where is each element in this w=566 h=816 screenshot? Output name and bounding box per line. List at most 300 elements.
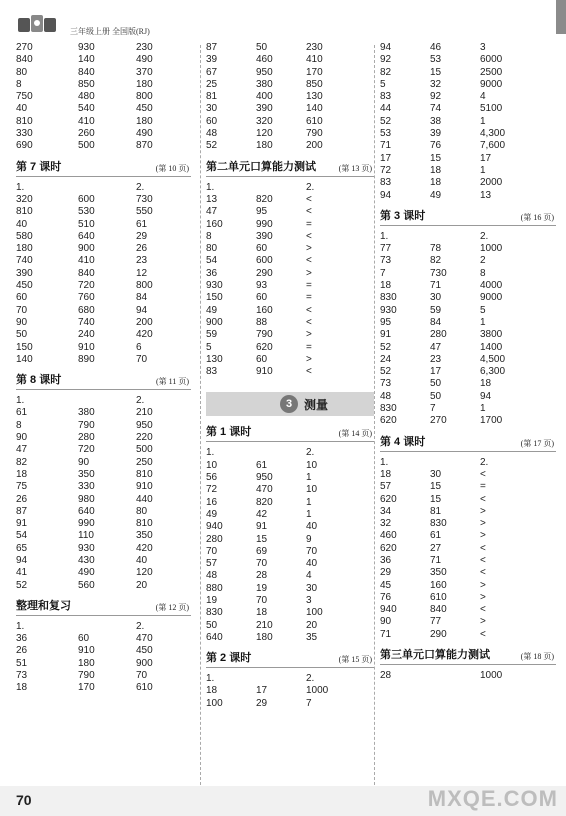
answer-value: 8 <box>16 419 22 431</box>
answer-value: 70 <box>136 670 148 682</box>
answer-value: 830 <box>206 607 223 619</box>
answer-value: 910 <box>136 481 153 493</box>
answer-row <box>16 140 191 152</box>
unit-title: 测量 <box>304 398 329 413</box>
answer-value: 70 <box>256 558 268 570</box>
section-page: (第 17 页) <box>520 438 554 448</box>
answer-row <box>380 67 556 79</box>
answer-value: 150 <box>206 292 223 304</box>
section-title: 第 8 课时 <box>16 374 62 387</box>
answer-row <box>380 305 556 317</box>
answer-value: 93 <box>256 280 268 292</box>
answer-value: 390 <box>256 103 273 115</box>
answer-value: 1 <box>306 508 312 520</box>
answer-value: 76 <box>380 591 392 603</box>
answer-value: 19 <box>206 594 218 606</box>
answer-value: 23 <box>430 353 442 365</box>
answer-value: < <box>480 554 486 566</box>
answer-row <box>16 231 191 243</box>
answer-value: 12 <box>136 267 148 279</box>
answer-value: 34 <box>380 505 392 517</box>
answer-value: 52 <box>380 341 392 353</box>
question-number-row <box>16 621 191 633</box>
answer-value: < <box>480 468 486 480</box>
answer-row <box>206 54 374 66</box>
answer-row <box>380 268 556 280</box>
answer-row <box>206 194 374 206</box>
answer-value: 90 <box>380 616 392 628</box>
answer-value: 330 <box>16 128 33 140</box>
answer-value: 53 <box>380 128 392 140</box>
answer-value: 230 <box>306 42 323 53</box>
answer-row <box>16 329 191 341</box>
answer-row <box>380 567 556 579</box>
answer-value: 75 <box>16 481 28 493</box>
answer-row <box>380 415 556 427</box>
answer-value: > <box>480 518 486 530</box>
answer-value: 350 <box>78 468 95 480</box>
answer-value: 87 <box>206 42 218 53</box>
answer-value: 90 <box>16 432 28 444</box>
answer-value: 840 <box>78 267 95 279</box>
answer-value: 140 <box>78 54 95 66</box>
answer-value: 60 <box>16 292 28 304</box>
page-header <box>0 0 566 40</box>
answer-row <box>206 42 374 54</box>
site-watermark: MXQE.COM <box>427 786 558 811</box>
question-number: 2. <box>136 620 145 632</box>
answer-value: 930 <box>206 280 223 292</box>
answer-value: 80 <box>136 505 148 517</box>
answer-row <box>206 570 374 582</box>
answer-value: 900 <box>78 243 95 255</box>
answer-row <box>380 629 556 641</box>
answer-value: 350 <box>430 567 447 579</box>
question-number-row <box>206 673 374 685</box>
answer-value: 73 <box>16 670 28 682</box>
section-header <box>380 208 556 226</box>
section-page: (第 11 页) <box>155 377 189 387</box>
answer-value: 1 <box>480 316 486 328</box>
answer-value: 65 <box>16 542 28 554</box>
answer-value: 94 <box>480 390 492 402</box>
answer-value: 30 <box>430 468 442 480</box>
answer-value: 620 <box>256 341 273 353</box>
answer-value: 38 <box>430 115 442 127</box>
answer-row <box>206 497 374 509</box>
answer-value: 36 <box>380 554 392 566</box>
answer-value: 53 <box>430 54 442 66</box>
section-header <box>16 372 191 390</box>
answer-value: 890 <box>78 353 95 365</box>
answer-value: 84 <box>430 316 442 328</box>
answer-value: 170 <box>306 66 323 78</box>
answer-row <box>380 116 556 128</box>
answer-value: 830 <box>380 292 397 304</box>
answer-value: 52 <box>380 115 392 127</box>
answer-value: 460 <box>380 530 397 542</box>
answer-value: 95 <box>256 206 268 218</box>
answer-value: 800 <box>136 91 153 103</box>
answer-value: > <box>306 243 312 255</box>
corner-tab <box>556 0 566 34</box>
answer-row <box>380 42 556 54</box>
answer-value: 80 <box>206 243 218 255</box>
answer-value: 3 <box>306 594 312 606</box>
answer-value: 36 <box>206 267 218 279</box>
answer-row <box>16 444 191 456</box>
answer-value: 40 <box>136 554 148 566</box>
answer-row <box>206 632 374 644</box>
answer-row <box>206 140 374 152</box>
answer-value: 610 <box>136 682 153 694</box>
answer-row <box>206 67 374 79</box>
answer-value: 130 <box>206 353 223 365</box>
answer-value: 18 <box>430 164 442 176</box>
answer-value: 30 <box>306 582 318 594</box>
section-title: 第 3 课时 <box>380 209 426 222</box>
answer-row <box>380 494 556 506</box>
answer-row <box>206 231 374 243</box>
answer-value: 8 <box>480 267 486 279</box>
answer-value: 49 <box>206 304 218 316</box>
answer-value: 91 <box>16 518 28 530</box>
answer-value: 130 <box>306 91 323 103</box>
answer-row <box>16 91 191 103</box>
answer-value: 810 <box>16 115 33 127</box>
answer-value: 320 <box>16 193 33 205</box>
answer-row <box>206 354 374 366</box>
answer-value: 1000 <box>306 685 329 697</box>
question-number: 1. <box>16 620 25 632</box>
answer-value: 50 <box>16 329 28 341</box>
question-number: 2. <box>480 230 489 242</box>
book-subject: 三年级上册 全国版(RJ) <box>70 27 150 36</box>
answer-value: 50 <box>256 42 268 53</box>
question-number: 1. <box>206 181 215 193</box>
answer-value: 540 <box>78 103 95 115</box>
answer-row <box>16 255 191 267</box>
answer-value: 61 <box>430 530 442 542</box>
answer-value: 160 <box>256 304 273 316</box>
answer-value: 48 <box>206 128 218 140</box>
answer-block <box>380 457 556 641</box>
answer-value: 47 <box>430 341 442 353</box>
answer-value: 29 <box>380 567 392 579</box>
answer-row <box>16 633 191 645</box>
answer-value: 390 <box>256 230 273 242</box>
answer-block <box>16 42 191 153</box>
answer-row <box>16 670 191 682</box>
answer-value: 200 <box>306 140 323 152</box>
answer-value: 39 <box>206 54 218 66</box>
answer-row <box>206 342 374 354</box>
answer-value: 10 <box>306 459 318 471</box>
answer-value: 290 <box>256 267 273 279</box>
answer-value: 810 <box>136 468 153 480</box>
answer-value: 71 <box>430 280 442 292</box>
answer-row <box>380 280 556 292</box>
answer-row <box>16 317 191 329</box>
answer-value: 17 <box>480 152 492 164</box>
answer-value: 620 <box>380 493 397 505</box>
answer-value: 47 <box>16 444 28 456</box>
answer-value: 46 <box>430 42 442 53</box>
answer-value: 18 <box>380 468 392 480</box>
answer-value: 4,300 <box>480 128 506 140</box>
question-number-row <box>16 395 191 407</box>
answer-value: 7,600 <box>480 140 506 152</box>
answer-value: 7 <box>380 267 386 279</box>
answer-row <box>380 153 556 165</box>
answer-value: 26 <box>136 243 148 255</box>
answer-value: 380 <box>256 78 273 90</box>
answer-value: 30 <box>430 292 442 304</box>
answer-value: 70 <box>306 545 318 557</box>
answer-value: 180 <box>256 140 273 152</box>
answer-value: > <box>306 353 312 365</box>
answer-value: 71 <box>380 628 392 640</box>
answer-value: 600 <box>78 193 95 205</box>
answer-value: 29 <box>136 230 148 242</box>
question-number: 1. <box>16 181 25 193</box>
answer-value: 56 <box>206 472 218 484</box>
answer-value: 330 <box>78 481 95 493</box>
answer-row <box>16 206 191 218</box>
answer-value: 18 <box>480 378 492 390</box>
answer-value: 6000 <box>480 54 503 66</box>
answer-value: 120 <box>256 128 273 140</box>
answer-value: 83 <box>206 366 218 378</box>
answer-block <box>380 231 556 428</box>
answer-value: 420 <box>136 542 153 554</box>
answer-block <box>16 395 191 592</box>
answer-value: 3 <box>480 42 486 53</box>
answer-value: 40 <box>306 558 318 570</box>
answer-row <box>380 604 556 616</box>
answer-value: 140 <box>16 353 33 365</box>
answer-row <box>16 518 191 530</box>
answer-value: 180 <box>256 631 273 643</box>
answer-value: 17 <box>430 366 442 378</box>
answer-value: 35 <box>306 631 318 643</box>
answer-value: 280 <box>206 533 223 545</box>
answer-value: 430 <box>78 554 95 566</box>
answer-value: 32 <box>380 518 392 530</box>
answer-value: 20 <box>306 619 318 631</box>
question-number: 2. <box>306 181 315 193</box>
answer-value: 49 <box>206 508 218 520</box>
answer-value: 13 <box>480 189 492 201</box>
answer-value: 150 <box>16 341 33 353</box>
answer-row <box>206 206 374 218</box>
section-title: 第 7 课时 <box>16 160 62 173</box>
answer-value: 36 <box>16 633 28 645</box>
section-page: (第 16 页) <box>520 212 554 222</box>
question-number: 2. <box>136 395 145 407</box>
answer-value: 400 <box>256 91 273 103</box>
answer-value: 640 <box>206 631 223 643</box>
answer-value: 18 <box>430 177 442 189</box>
answer-row <box>380 616 556 628</box>
answer-value: 54 <box>206 255 218 267</box>
answer-row <box>380 391 556 403</box>
answer-value: 1 <box>480 164 486 176</box>
answer-block <box>206 182 374 379</box>
answer-row <box>16 555 191 567</box>
section-page: (第 15 页) <box>338 655 372 665</box>
column-divider <box>374 45 375 785</box>
answer-value: 100 <box>206 697 223 709</box>
answer-row <box>206 219 374 231</box>
answer-value: 83 <box>380 91 392 103</box>
answer-value: 91 <box>256 521 268 533</box>
answer-row <box>380 354 556 366</box>
answer-value: 95 <box>380 316 392 328</box>
answer-row <box>206 620 374 632</box>
answer-value: 15 <box>430 66 442 78</box>
question-number: 2. <box>306 447 315 459</box>
answer-row <box>380 329 556 341</box>
answer-value: 16 <box>206 496 218 508</box>
answer-value: 52 <box>380 366 392 378</box>
section-page: (第 14 页) <box>338 429 372 439</box>
answer-value: 510 <box>78 218 95 230</box>
answer-row <box>16 54 191 66</box>
answer-row <box>16 243 191 255</box>
answer-value: < <box>306 366 312 378</box>
answer-value: 57 <box>380 481 392 493</box>
answer-value: 620 <box>380 415 397 427</box>
section-page: (第 10 页) <box>155 163 189 173</box>
answer-row <box>206 698 374 710</box>
answer-row <box>380 255 556 267</box>
answer-value: 760 <box>78 292 95 304</box>
question-number: 2. <box>306 673 315 685</box>
answer-value: 410 <box>78 255 95 267</box>
answer-value: 7 <box>306 697 312 709</box>
answer-value: 4 <box>480 91 486 103</box>
answer-value: 57 <box>206 558 218 570</box>
answer-value: 460 <box>256 54 273 66</box>
answer-row <box>380 592 556 604</box>
answer-value: 160 <box>206 218 223 230</box>
answer-row <box>16 658 191 670</box>
answer-value: 850 <box>78 78 95 90</box>
answer-value: 6 <box>136 341 142 353</box>
answer-value: 59 <box>206 329 218 341</box>
answer-value: 27 <box>430 542 442 554</box>
answer-value: 840 <box>78 66 95 78</box>
answer-row <box>380 378 556 390</box>
question-number-row <box>206 447 374 459</box>
answer-value: < <box>306 304 312 316</box>
column-divider <box>200 45 201 785</box>
question-number: 1. <box>16 395 25 407</box>
answer-value: 1 <box>306 472 312 484</box>
answer-value: 61 <box>256 459 268 471</box>
answer-row <box>16 457 191 469</box>
answer-value: 930 <box>78 42 95 53</box>
answer-value: 550 <box>136 206 153 218</box>
question-number-row <box>206 182 374 194</box>
answer-value: 740 <box>78 316 95 328</box>
answer-value: 54 <box>16 530 28 542</box>
answer-block <box>206 673 374 710</box>
section-header <box>206 650 374 668</box>
answer-block <box>16 182 191 366</box>
answer-row <box>380 91 556 103</box>
answer-row <box>380 128 556 140</box>
answer-value: 40 <box>306 521 318 533</box>
answer-value: 720 <box>78 444 95 456</box>
answer-value: 530 <box>78 206 95 218</box>
answer-row <box>380 342 556 354</box>
answer-value: 20 <box>136 579 148 591</box>
answer-row <box>206 255 374 267</box>
answer-value: 750 <box>16 91 33 103</box>
answer-value: 490 <box>136 128 153 140</box>
answer-value: 60 <box>256 292 268 304</box>
answer-value: 4000 <box>480 280 503 292</box>
answer-value: 1 <box>306 496 312 508</box>
answer-row <box>206 243 374 255</box>
answer-value: 90 <box>78 456 90 468</box>
answer-value: 220 <box>136 432 153 444</box>
answer-value: 4 <box>306 570 312 582</box>
answer-value: < <box>306 193 312 205</box>
answer-value: 140 <box>306 103 323 115</box>
page-number: 70 <box>16 792 32 808</box>
answer-row <box>380 366 556 378</box>
answer-value: 24 <box>380 353 392 365</box>
answer-value: 18 <box>16 682 28 694</box>
answer-row <box>206 534 374 546</box>
section-header <box>206 159 374 177</box>
answer-row <box>16 567 191 579</box>
answer-value: 32 <box>430 78 442 90</box>
answer-value: 74 <box>430 103 442 115</box>
answer-value: 560 <box>78 579 95 591</box>
answer-value: 280 <box>430 329 447 341</box>
answer-value: 40 <box>16 218 28 230</box>
answer-row <box>206 305 374 317</box>
answer-row <box>380 317 556 329</box>
answer-value: 900 <box>136 657 153 669</box>
answer-row <box>206 91 374 103</box>
answer-value: 91 <box>380 329 392 341</box>
answer-value: 350 <box>136 530 153 542</box>
answer-row <box>16 420 191 432</box>
answer-value: 5 <box>206 341 212 353</box>
answer-value: 950 <box>136 419 153 431</box>
answer-value: 70 <box>256 594 268 606</box>
answer-value: > <box>306 267 312 279</box>
answer-row <box>16 219 191 231</box>
answer-value: = <box>480 481 486 493</box>
answer-row <box>206 79 374 91</box>
answer-row <box>380 190 556 202</box>
answer-value: 13 <box>206 193 218 205</box>
answer-row <box>206 460 374 472</box>
answer-value: 640 <box>78 505 95 517</box>
question-number-row <box>16 182 191 194</box>
answer-row <box>16 79 191 91</box>
answer-row <box>380 177 556 189</box>
section-title: 第三单元口算能力测试 <box>380 649 490 662</box>
answer-row <box>206 329 374 341</box>
answer-value: 810 <box>16 206 33 218</box>
